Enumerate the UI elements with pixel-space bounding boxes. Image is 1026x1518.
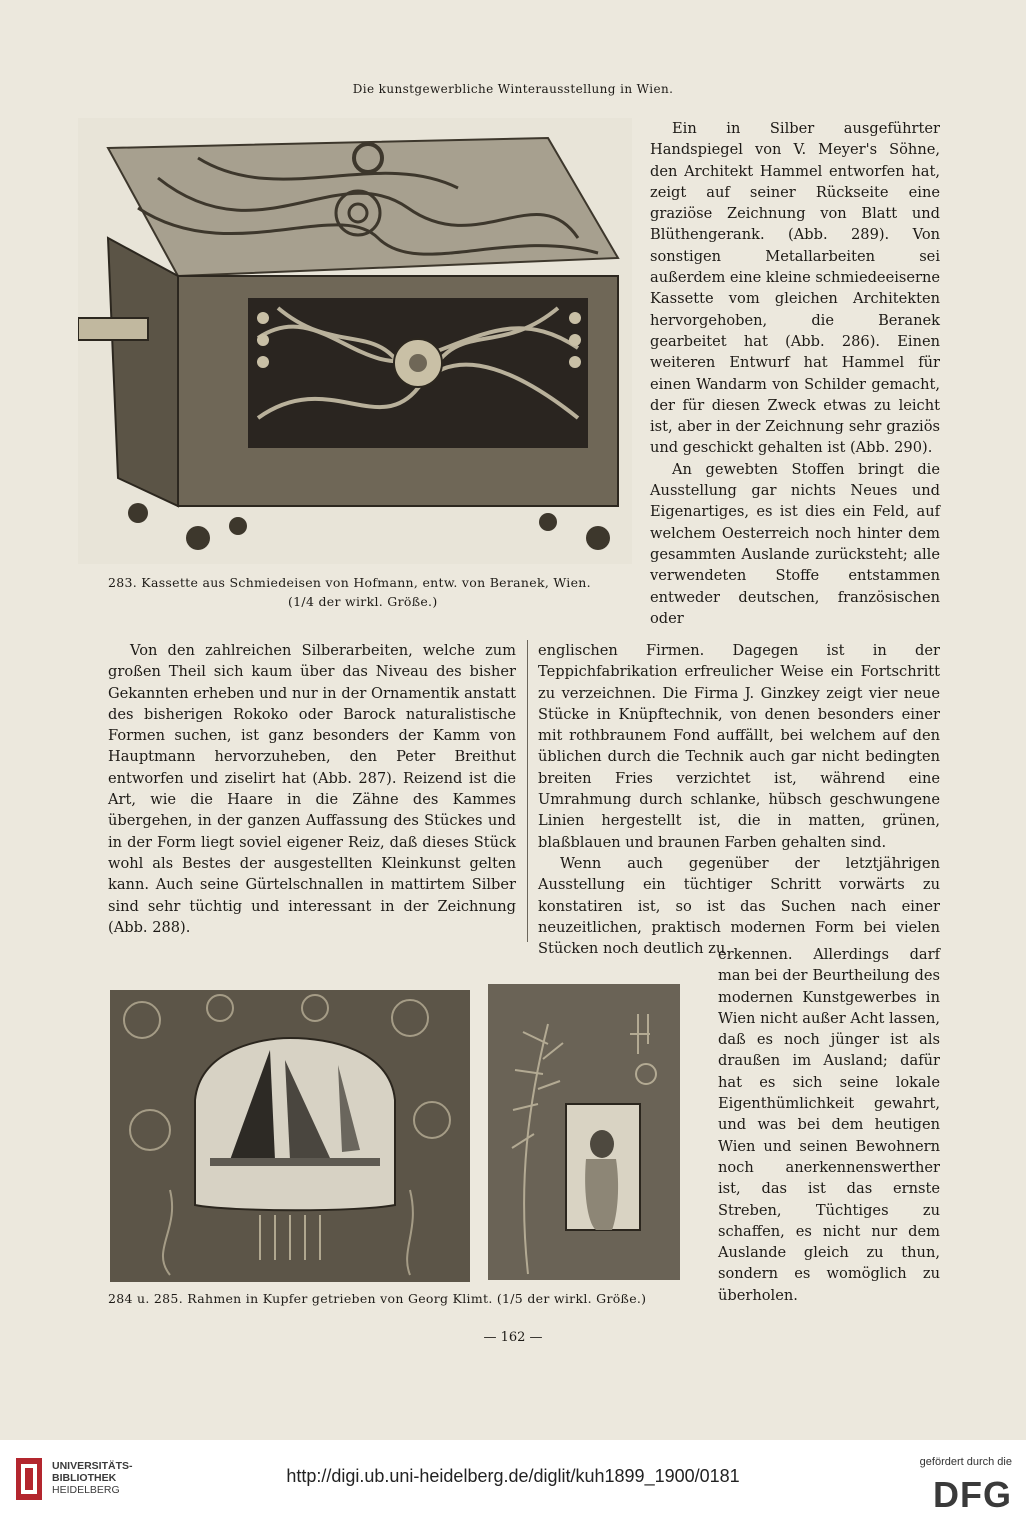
casket-caption-line2: (1/4 der wirkl. Größe.) bbox=[288, 594, 438, 609]
paragraph: englischen Firmen. Dagegen ist in der Teppichfabrikation erfreulicher Weise ein Fortschritt zu verzeichnen. Die Firma J. Ginzkey zeigt vier neue Stücke in Knüpftechnik, von denen besonders einer mit rothbraunem Fond auffällt, bei welchem auf den üblichen durch die Technik auch gar nicht bedingten breiten Fries verzichtet ist, während eine Umrahmung durch schlanke, hübsch geschwungene Linien hergestellt ist, die in matten, grünen, blaßblauen und braunen Farben gehalten sind. bbox=[538, 642, 940, 851]
digitization-footer bbox=[0, 1440, 1026, 1518]
frames-caption: 284 u. 285. Rahmen in Kupfer getrieben von Georg Klimt. (1/5 der wirkl. Größe.) bbox=[108, 1291, 647, 1306]
paragraph: An gewebten Stoffen bringt die Ausstellung gar nichts Neues und Eigenartiges, es ist dies ein Feld, auf welchem Oesterreich noch hinter dem gesammten Auslande zurücksteht; alle verwendeten Stoffe entstammen entweder deutschen, französischen oder bbox=[650, 460, 940, 627]
page-number: — 162 — bbox=[483, 1330, 543, 1345]
left-column bbox=[108, 640, 516, 938]
right-column-bottom bbox=[718, 944, 940, 1306]
column-divider bbox=[527, 640, 528, 942]
running-title: Die kunstgewerbliche Winterausstellung in Wien. bbox=[352, 82, 674, 96]
paragraph: Ein in Silber ausgeführter Handspiegel von V. Meyer's Söhne, den Architekt Hammel entworfen hat, zeigt auf seiner Rückseite eine graziöse Zeichnung von Blatt und Blüthengerank. (Abb. 289). Von sonstigen Metallarbeiten sei außerdem eine kleine schmiedeeiserne Kassette vom gleichen Architekten hervorgehoben, die Beranek gearbeitet hat (Abb. 286). Einen weiteren Entwurf hat Hammel für einen Wandarm von Schilder gemacht, der für diesen Zweck etwas zu leicht ist, aber in der Zeichnung sehr graziös und geschickt gehalten ist (Abb. 290). bbox=[650, 120, 941, 457]
casket-caption-line1: 283. Kassette aus Schmiedeisen von Hofmann, entw. von Beranek, Wien. bbox=[108, 575, 591, 590]
library-line3: HEIDELBERG bbox=[52, 1484, 120, 1496]
funded-by-label: gefördert durch die bbox=[919, 1456, 1012, 1468]
library-line1: UNIVERSITÄTS- bbox=[52, 1460, 133, 1472]
permalink-url[interactable]: http://digi.ub.uni-heidelberg.de/diglit/kuh1899_1900/0181 bbox=[286, 1466, 740, 1486]
dfg-logo: DFG bbox=[933, 1474, 1012, 1515]
paragraph: erkennen. Allerdings darf man bei der Beurtheilung des modernen Kunstgewerbes in Wien nicht außer Acht lassen, daß es noch jünger ist als draußen im Ausland; dafür hat es sich seine lokale Eigenthümlichkeit gewahrt, und was bei dem heutigen Wien und seinen Bewohnern noch anerkennenswerther ist, das ist das ernste Streben, Tüchtiges zu schaffen, es nicht nur dem Auslande gleich zu thun, sondern es womöglich zu überholen. bbox=[718, 946, 940, 1304]
right-column-top bbox=[650, 118, 940, 629]
paragraph: Wenn auch gegenüber der letztjährigen Ausstellung ein tüchtiger Schritt vorwärts zu konstatiren ist, so ist das Suchen nach einer neuzeitlichen, praktisch modernen Form bei vielen Stücken noch deutlich zu bbox=[538, 854, 940, 958]
paragraph: Von den zahlreichen Silberarbeiten, welche zum großen Theil sich kaum über das Niveau des bisher Gekannten erheben und nur in der Ornamentik anstatt des bisherigen Rokoko oder Barock naturalistische Formen suchen, ist ganz besonders der Kamm von Hauptmann hervorzuheben, den Peter Breithut entworfen und ziselirt hat (Abb. 287). Reizend ist die Art, wie die Haare in die Zähne des Kammes übergehen, in der ganzen Auffassung des Stückes und in der Form liegt soviel eigener Reiz, daß dieses Stück wohl als Bestes der ausgestellten Kleinkunst gelten kann. Auch seine Gürtelschnallen in mattirtem Silber sind sehr tüchtig und interessant in der Zeichnung (Abb. 288). bbox=[108, 642, 516, 936]
frame-figure-illustration bbox=[488, 984, 680, 1280]
casket-illustration bbox=[78, 118, 632, 564]
right-column-middle bbox=[538, 640, 940, 959]
library-line2: BIBLIOTHEK bbox=[52, 1472, 117, 1484]
frame-sailboat-illustration bbox=[110, 990, 470, 1282]
